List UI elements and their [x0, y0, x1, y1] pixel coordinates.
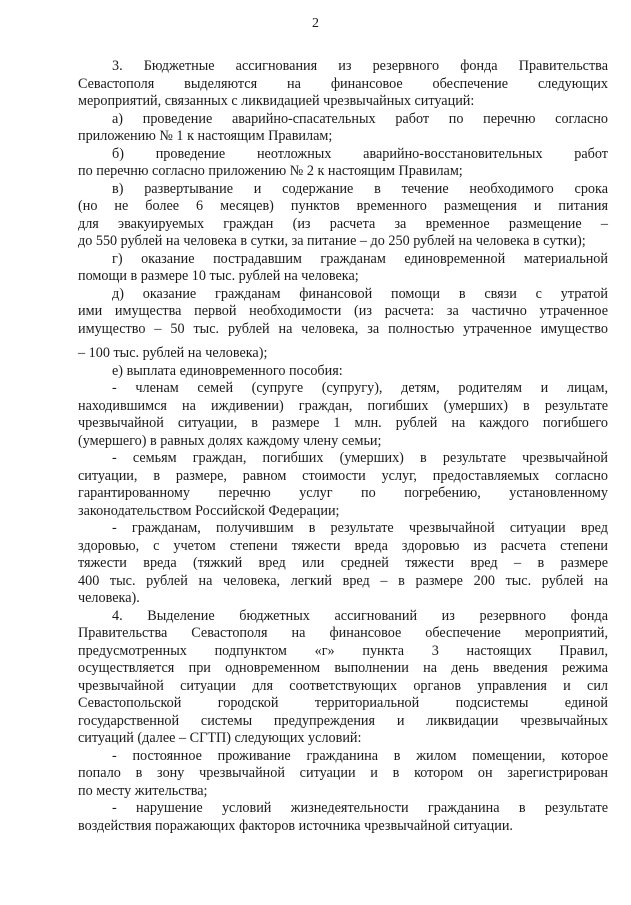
- text-line: по месту жительства;: [78, 782, 208, 799]
- text-line: Севастополя выделяются на финансовое обеспечение следующих: [78, 75, 608, 92]
- text-line: тяжести вреда (тяжкий вред или средней тяжести вред – в размере: [78, 555, 608, 571]
- paragraph-p4a: [78, 748, 608, 801]
- text-line: здоровью, с учетом степени тяжести вреда здоровью из расчета степени: [78, 537, 608, 554]
- text-line: имущество – 50 тыс. рублей на человека, за полностью утраченное имущество: [78, 320, 608, 337]
- text-line: – 100 тыс. рублей на человека);: [78, 345, 268, 361]
- text-line: гарантированному перечню услуг по погребению, установленному: [78, 485, 608, 501]
- text-line: д) оказание гражданам финансовой помощи в связи с утратой: [112, 285, 608, 302]
- paragraph-p3b: [78, 146, 608, 181]
- text-line: (умершего) в равных долях каждому члену семьи;: [78, 432, 382, 449]
- paragraph-p4: [78, 608, 608, 748]
- paragraph-p3f2: [78, 450, 608, 520]
- text-line: для эвакуируемых граждан (из расчета за временное размещение –: [78, 215, 608, 232]
- paragraph-p3f: [78, 363, 608, 381]
- text-line: приложению № 1 к настоящим Правилам;: [78, 128, 333, 144]
- text-line: а) проведение аварийно-спасательных работ по перечню согласно: [112, 110, 608, 127]
- text-line: г) оказание пострадавшим гражданам единовременной материальной: [112, 250, 608, 267]
- text-line: (но не более 6 месяцев) пунктов временного размещения и питания: [78, 198, 608, 214]
- text-line: 4. Выделение бюджетных ассигнований из резервного фонда: [112, 607, 608, 624]
- text-line: в) развертывание и содержание в течение необходимого срока: [112, 180, 608, 197]
- text-line: помощи в размере 10 тыс. рублей на человека;: [78, 268, 359, 284]
- text-line: б) проведение неотложных аварийно-восстановительных работ: [112, 145, 608, 162]
- text-line: попало в зону чрезвычайной ситуации и в котором он зарегистрирован: [78, 765, 608, 781]
- text-line: до 550 рублей на человека в сутки, за питание – до 250 рублей на человека в сутки);: [78, 233, 586, 249]
- text-line: Правительства Севастополя на финансовое обеспечение мероприятий,: [78, 625, 608, 641]
- paragraph-p3c: [78, 181, 608, 251]
- text-line: законодательством Российской Федерации;: [78, 502, 340, 519]
- paragraph-p3d: [78, 251, 608, 286]
- text-line: - членам семей (супруге (супругу), детям, родителям и лицам,: [112, 380, 608, 396]
- document-body: [78, 58, 608, 835]
- text-line: - нарушение условий жизнедеятельности гражданина в результате: [112, 800, 608, 816]
- text-line: государственной системы предупреждения и ликвидации чрезвычайных: [78, 712, 608, 729]
- paragraph-p4b: [78, 800, 608, 835]
- text-line: 400 тыс. рублей на человека, легкий вред – в размере 200 тыс. рублей на: [78, 572, 608, 589]
- paragraph-p3a: [78, 111, 608, 146]
- page-number: 2: [312, 16, 319, 31]
- text-line: Севастопольской городской территориальной подсистемы единой: [78, 695, 608, 711]
- paragraph-p3: [78, 58, 608, 111]
- text-line: ситуаций (далее – СГТП) следующих условий:: [78, 730, 362, 746]
- text-line: воздействия поражающих факторов источника чрезвычайной ситуации.: [78, 817, 513, 834]
- text-line: чрезвычайной ситуации для соответствующих органов управления и сил: [78, 677, 608, 694]
- text-line: е) выплата единовременного пособия:: [112, 362, 343, 379]
- text-line: по перечню согласно приложению № 2 к настоящим Правилам;: [78, 163, 463, 179]
- text-line: осуществляется при одновременном выполнении на день введения режима: [78, 660, 608, 676]
- text-line: - постоянное проживание гражданина в жилом помещении, которое: [112, 747, 608, 764]
- text-line: чрезвычайной ситуации, в размере 1 млн. рублей на каждого погибшего: [78, 415, 608, 431]
- text-line: - семьям граждан, погибших (умерших) в результате чрезвычайной: [112, 450, 608, 466]
- paragraph-p3f1: [78, 380, 608, 450]
- text-line: ситуации, в размере, равном стоимости услуг, предоставляемых согласно: [78, 467, 608, 484]
- text-line: находившимся на иждивении) граждан, погибших (умерших) в результате: [78, 397, 608, 414]
- paragraph-p3f3: [78, 520, 608, 608]
- paragraph-p3e: [78, 286, 608, 363]
- text-line: - гражданам, получившим в результате чрезвычайной ситуации вред: [112, 520, 608, 536]
- text-line: 3. Бюджетные ассигнования из резервного фонда Правительства: [112, 58, 608, 74]
- text-line: мероприятий, связанных с ликвидацией чрезвычайных ситуаций:: [78, 93, 475, 109]
- text-line: предусмотренных подпунктом «г» пункта 3 настоящих Правил,: [78, 642, 608, 659]
- text-line: человека).: [78, 590, 140, 606]
- text-line: ими имущества первой необходимости (из расчета: за частично утраченное: [78, 303, 608, 319]
